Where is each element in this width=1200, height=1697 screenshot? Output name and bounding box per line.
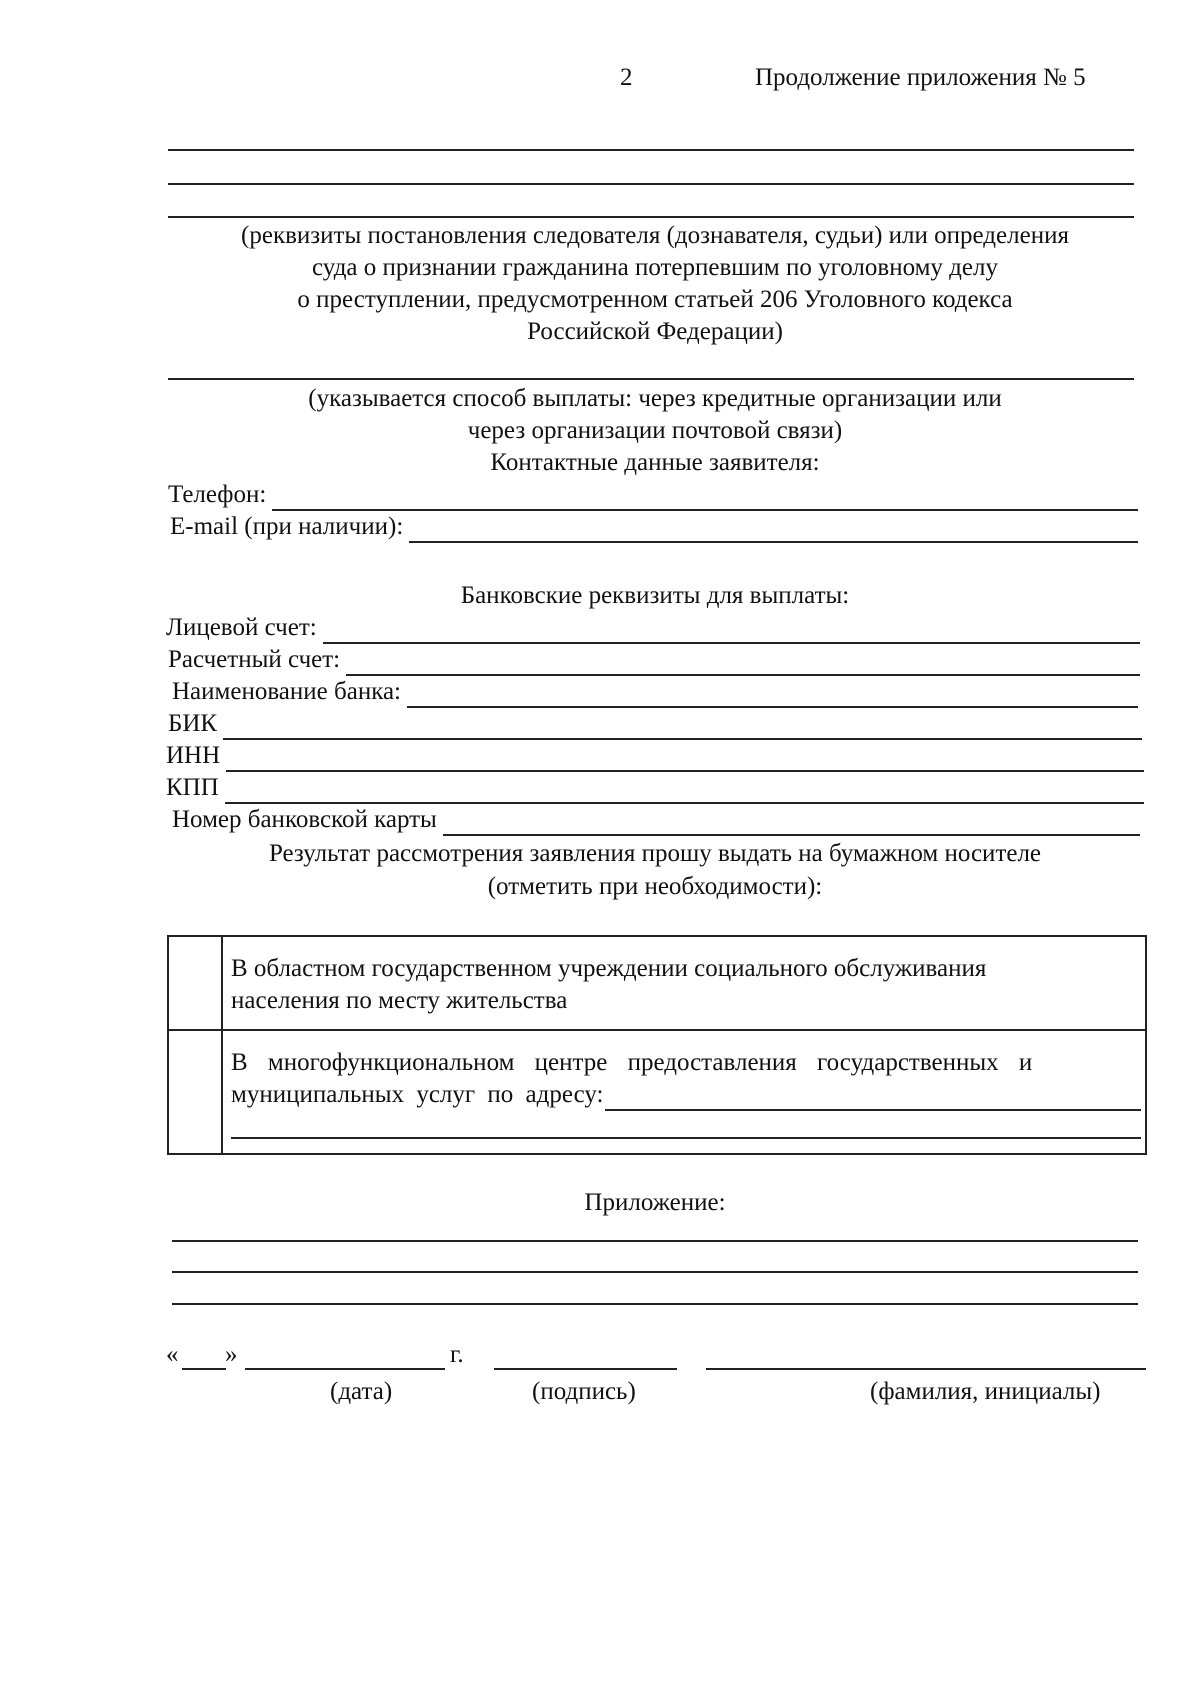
attachment-line[interactable]: [172, 1303, 1138, 1305]
bik-field[interactable]: [223, 714, 1142, 740]
phone-field[interactable]: [272, 485, 1138, 511]
mfc-address-field-2[interactable]: [231, 1113, 1141, 1139]
option-row-mfc: [168, 1030, 1146, 1154]
inn-label: ИНН: [166, 742, 221, 769]
option-regional-line2: населения по месту жительства: [231, 987, 568, 1014]
year-suffix: г.: [450, 1341, 464, 1368]
card-number-row: [172, 804, 1140, 836]
date-caption: (дата): [330, 1378, 393, 1405]
inn-field[interactable]: [226, 746, 1144, 772]
bik-label: БИК: [168, 710, 218, 737]
page-number: 2: [620, 64, 633, 91]
option-regional-line1-text: В областном государственном учреждении социального обслуживания: [231, 955, 987, 982]
resolution-caption-2: суда о признании гражданина потерпевшим по уголовному делу: [312, 254, 998, 281]
inn-row: [166, 740, 1144, 772]
option-checkbox-mfc[interactable]: [168, 1030, 222, 1154]
kpp-row: [166, 772, 1144, 804]
name-field[interactable]: [706, 1368, 1146, 1370]
payment-caption-2: через организации почтовой связи): [467, 417, 843, 444]
personal-account-row: [166, 612, 1140, 644]
settlement-account-label: Расчетный счет:: [168, 646, 341, 673]
option-mfc-line1: В многофункциональном центре предоставления государственных и: [231, 1049, 1033, 1076]
option-text-mfc: [222, 1030, 1146, 1154]
attachment-line[interactable]: [172, 1271, 1138, 1273]
kpp-field[interactable]: [225, 778, 1144, 804]
resolution-caption-1: (реквизиты постановления следователя (дознавателя, судьи) или определения: [241, 222, 1069, 249]
resolution-caption-4: Российской Федерации): [527, 318, 783, 345]
option-text-regional: [222, 936, 1146, 1030]
result-line-2: (отметить при необходимости):: [487, 873, 823, 900]
payment-caption-1: (указывается способ выплаты: через кредитные организации или: [308, 385, 1002, 412]
option-row-regional: [168, 936, 1146, 1030]
attachment-heading: Приложение:: [584, 1189, 726, 1216]
quote-close: »: [225, 1341, 238, 1368]
attachment-line[interactable]: [172, 1240, 1138, 1242]
delivery-options-table: [167, 935, 1147, 1155]
payment-method-line[interactable]: [168, 378, 1134, 380]
mfc-address-field[interactable]: [605, 1085, 1141, 1111]
settlement-account-row: [168, 644, 1140, 676]
signature-field[interactable]: [494, 1368, 677, 1370]
date-field[interactable]: [245, 1368, 445, 1370]
email-label: E-mail (при наличии):: [170, 513, 404, 540]
email-field[interactable]: [409, 517, 1138, 543]
bank-name-label: Наименование банка:: [172, 678, 402, 705]
name-caption: (фамилия, инициалы): [870, 1378, 1101, 1405]
result-line-1: Результат рассмотрения заявления прошу выдать на бумажном носителе: [268, 840, 1042, 867]
phone-label: Телефон:: [168, 481, 267, 508]
kpp-label: КПП: [166, 774, 219, 801]
bank-name-row: [172, 676, 1138, 708]
personal-account-label: Лицевой счет:: [166, 614, 317, 641]
card-number-field[interactable]: [443, 810, 1140, 836]
blank-line[interactable]: [168, 183, 1134, 185]
blank-line[interactable]: [168, 216, 1134, 218]
contacts-heading: Контактные данные заявителя:: [490, 449, 820, 476]
bik-row: [168, 708, 1142, 740]
phone-row: [168, 479, 1138, 511]
option-checkbox-regional[interactable]: [168, 936, 222, 1030]
quote-open: «: [166, 1341, 179, 1368]
option-regional-line1: [231, 953, 1141, 985]
continuation-label: Продолжение приложения № 5: [755, 64, 1086, 91]
card-number-label: Номер банковской карты: [172, 806, 437, 833]
bank-heading: Банковские реквизиты для выплаты:: [460, 582, 850, 609]
option-mfc-line2-text: муниципальных услуг по адресу:: [231, 1081, 604, 1108]
blank-line[interactable]: [168, 149, 1134, 151]
email-row: [170, 511, 1138, 543]
day-field[interactable]: [182, 1368, 226, 1370]
option-mfc-line2: [231, 1079, 1141, 1111]
settlement-account-field[interactable]: [346, 650, 1140, 676]
bank-name-field[interactable]: [407, 682, 1138, 708]
personal-account-field[interactable]: [323, 618, 1140, 644]
resolution-caption-3: о преступлении, предусмотренном статьей 206 Уголовного кодекса: [297, 286, 1013, 313]
signature-caption: (подпись): [532, 1378, 636, 1405]
